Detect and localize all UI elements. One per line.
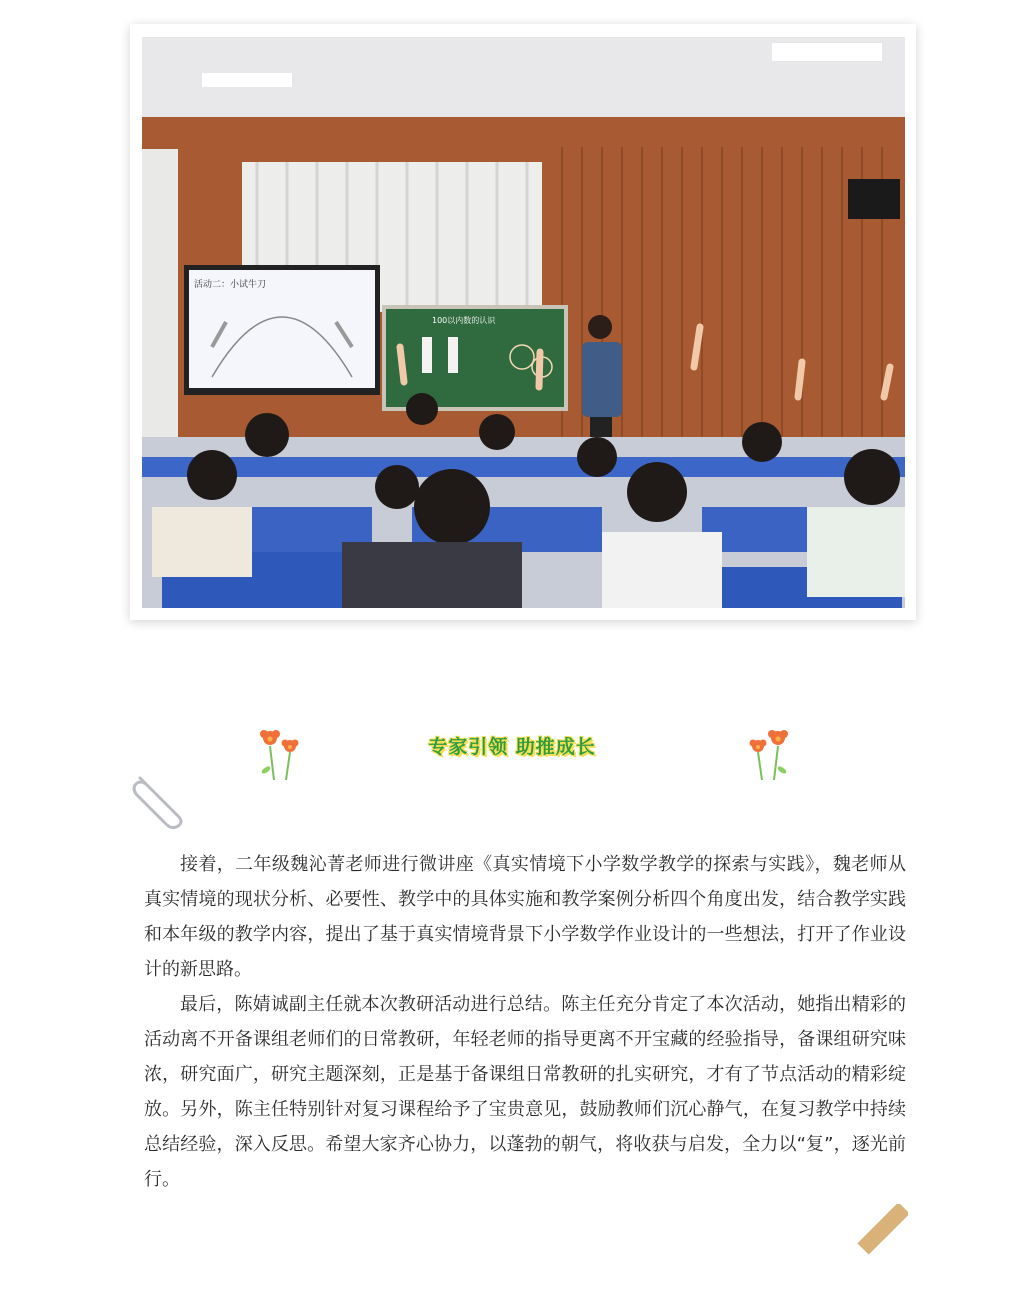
article-body [144,847,906,1197]
flower-icon [740,724,796,788]
board-title: 100以内数的认识 [432,316,496,325]
screen-title: 活动二：小试牛刀 [194,280,267,290]
section-title: 专家引领 助推成长 [428,736,596,758]
paragraph: 最后，陈婧诚副主任就本次教研活动进行总结。陈主任充分肯定了本次活动，她指出精彩的活动离不开备课组老师们的日常教研，年轻老师的指导更离不开宝藏的经验指导，备课组研究味浓，研究面广，研究主题深刻，正是基于备课组日常教研的扎实研究，才有了节点活动的精彩绽放。另外，陈主任特别针对复习课程给予了宝贵意见，鼓励教师们沉心静气，在复习教学中持续总结经验，深入反思。希望大家齐心协力，以蓬勃的朝气，将收获与启发，全力以“复”，逐光前行。 [144,994,906,1190]
photo-card [130,24,916,620]
paragraph: 接着，二年级魏沁菁老师进行微讲座《真实情境下小学数学教学的探索与实践》，魏老师从真实情境的现状分析、必要性、教学中的具体实施和教学案例分析四个角度出发，结合教学实践和本年级的教学内容，提出了基于真实情境背景下小学数学作业设计的一些想法，打开了作业设计的新思路。 [144,854,906,980]
paperclip-icon [128,768,192,836]
tape-icon [852,1204,908,1264]
classroom-photo [142,37,905,608]
